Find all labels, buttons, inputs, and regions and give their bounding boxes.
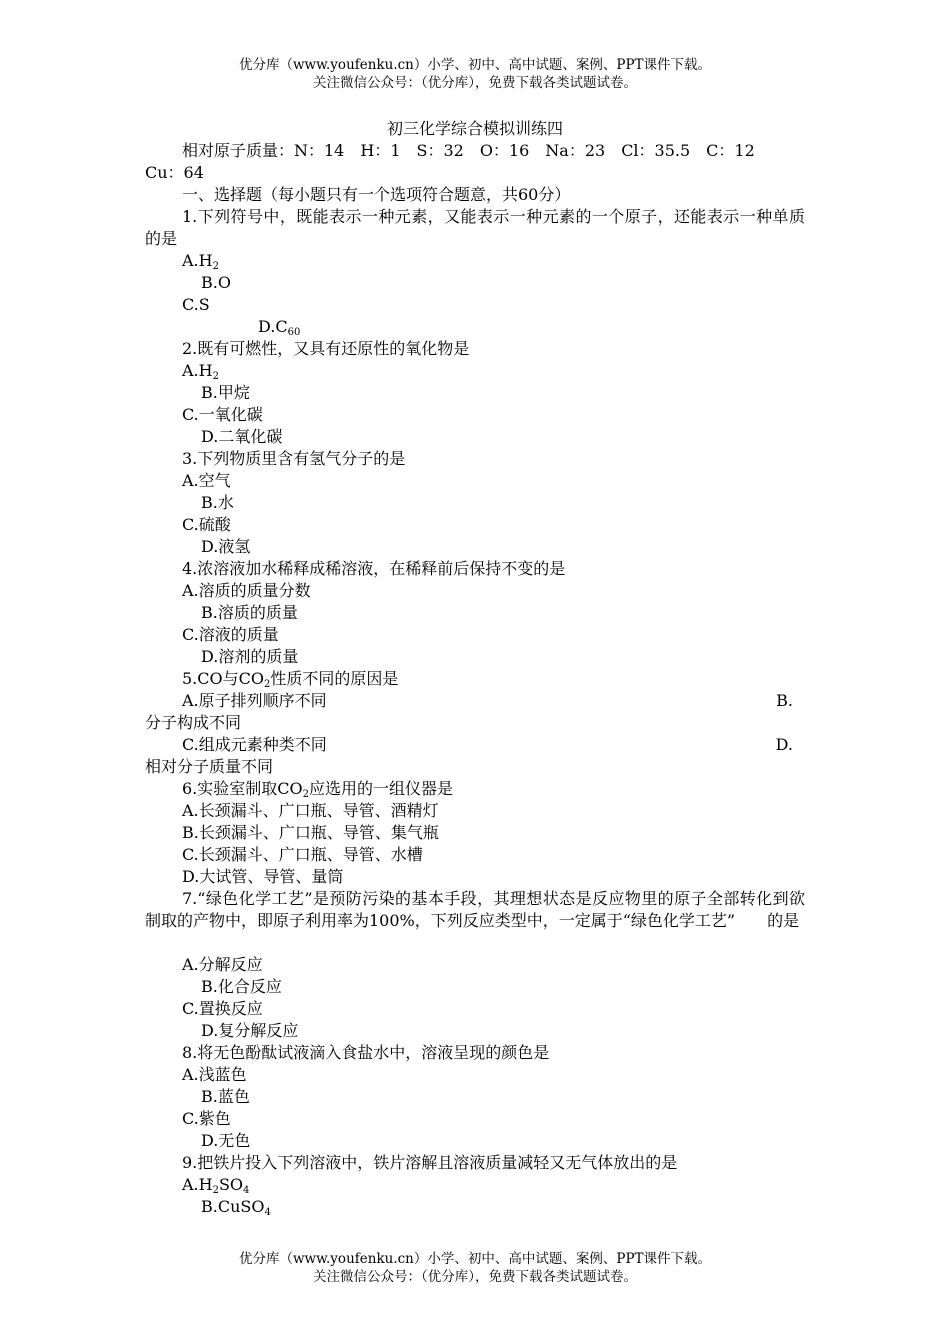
page-footer <box>0 1250 950 1286</box>
question-8-option-a: A.浅蓝色 <box>182 1065 247 1084</box>
section-heading: 一、选择题（每小题只有一个选项符合题意，共60分） <box>182 185 571 204</box>
question-8-option-b: B.蓝色 <box>201 1087 250 1106</box>
question-7-option-d: D.复分解反应 <box>201 1021 299 1040</box>
question-9-option-a: $A.H_2SO_4$ <box>182 1175 250 1196</box>
question-4-option-a: A.溶质的质量分数 <box>182 581 311 600</box>
question-4-option-d: D.溶剂的质量 <box>201 647 299 666</box>
question-1-option-c: C.S <box>182 295 210 314</box>
header-line-1: 优分库（www.youfenku.cn）小学、初中、高中试题、案例、PPT课件下载。 <box>238 57 712 73</box>
question-5-stem: 5.CO与$CO_2$性质不同的原因是 <box>182 669 399 690</box>
document-title: 初三化学综合模拟训练四 <box>386 119 563 138</box>
question-3-stem: 3.下列物质里含有氢气分子的是 <box>182 449 406 468</box>
question-3-option-b: B.水 <box>201 493 234 512</box>
question-4-stem: 4.浓溶液加水稀释成稀溶液，在稀释前后保持不变的是 <box>182 559 566 578</box>
question-1-option-d: $D.C_{60}$ <box>258 317 301 338</box>
question-1-option-b: B.O <box>201 273 231 292</box>
header-line-2: 关注微信公众号：（优分库），免费下载各类试题试卷。 <box>313 75 637 91</box>
question-5-option-d-label: D. <box>775 735 793 754</box>
question-6-option-a: A.长颈漏斗、广口瓶、导管、酒精灯 <box>182 801 439 820</box>
question-5-option-a: A.原子排列顺序不同 B. <box>182 691 793 710</box>
question-2-option-a: $A.H_2$ <box>182 361 219 382</box>
question-1-stem: 1.下列符号中，既能表示一种元素，又能表示一种元素的一个原子，还能表示一种单质的是 <box>145 207 805 248</box>
question-2-option-b: B.甲烷 <box>201 383 250 402</box>
page-header <box>0 56 950 92</box>
question-7-option-c: C.置换反应 <box>182 999 263 1018</box>
question-3-option-a: A.空气 <box>182 471 231 490</box>
question-7-stem: 7.“绿色化学工艺”是预防污染的基本手段，其理想状态是反应物里的原子全部转化到欲制取的产物中，即原子利用率为100%，下列反应类型中，一定属于“绿色化学工艺” 的是 <box>145 889 805 930</box>
footer-line-2: 关注微信公众号：（优分库），免费下载各类试题试卷。 <box>313 1269 637 1285</box>
question-5-option-b-label: B. <box>776 691 793 710</box>
question-2-stem: 2.既有可燃性，又具有还原性的氧化物是 <box>182 339 470 358</box>
document-body <box>145 118 805 1218</box>
question-3-option-d: D.液氢 <box>201 537 251 556</box>
atomic-mass-line: 相对原子质量：N：14 H：1 S：32 O：16 Na：23 Cl：35.5 C：12 <box>182 141 755 160</box>
question-4-option-c: C.溶液的质量 <box>182 625 279 644</box>
atomic-mass-line-cont: Cu：64 <box>145 163 204 182</box>
question-1-option-a: $A.H_2$ <box>182 251 219 272</box>
question-9-option-b: B.CuSO$_4$ <box>201 1197 271 1218</box>
question-9-stem: 9.把铁片投入下列溶液中，铁片溶解且溶液质量减轻又无气体放出的是 <box>182 1153 678 1172</box>
question-2-option-c: C.一氧化碳 <box>182 405 263 424</box>
question-5-option-c: C.组成元素种类不同 D. <box>182 735 793 754</box>
question-2-option-d: D.二氧化碳 <box>201 427 283 446</box>
question-6-option-c: C.长颈漏斗、广口瓶、导管、水槽 <box>182 845 423 864</box>
question-4-option-b: B.溶质的质量 <box>201 603 298 622</box>
question-7-option-b: B.化合反应 <box>201 977 282 996</box>
question-8-option-c: C.紫色 <box>182 1109 231 1128</box>
question-8-stem: 8.将无色酚酞试液滴入食盐水中，溶液呈现的颜色是 <box>182 1043 550 1062</box>
question-8-option-d: D.无色 <box>201 1131 251 1150</box>
question-6-stem: 6.实验室制取$CO_2$应选用的一组仪器是 <box>182 779 454 800</box>
question-7-option-a: A.分解反应 <box>182 955 263 974</box>
question-6-option-b: B.长颈漏斗、广口瓶、导管、集气瓶 <box>182 823 439 842</box>
question-5-option-d: 相对分子质量不同 <box>145 757 274 776</box>
question-3-option-c: C.硫酸 <box>182 515 231 534</box>
footer-line-1: 优分库（www.youfenku.cn）小学、初中、高中试题、案例、PPT课件下载。 <box>238 1251 712 1267</box>
question-5-option-b: 分子构成不同 <box>145 713 242 732</box>
question-6-option-d: D.大试管、导管、量筒 <box>182 867 344 886</box>
